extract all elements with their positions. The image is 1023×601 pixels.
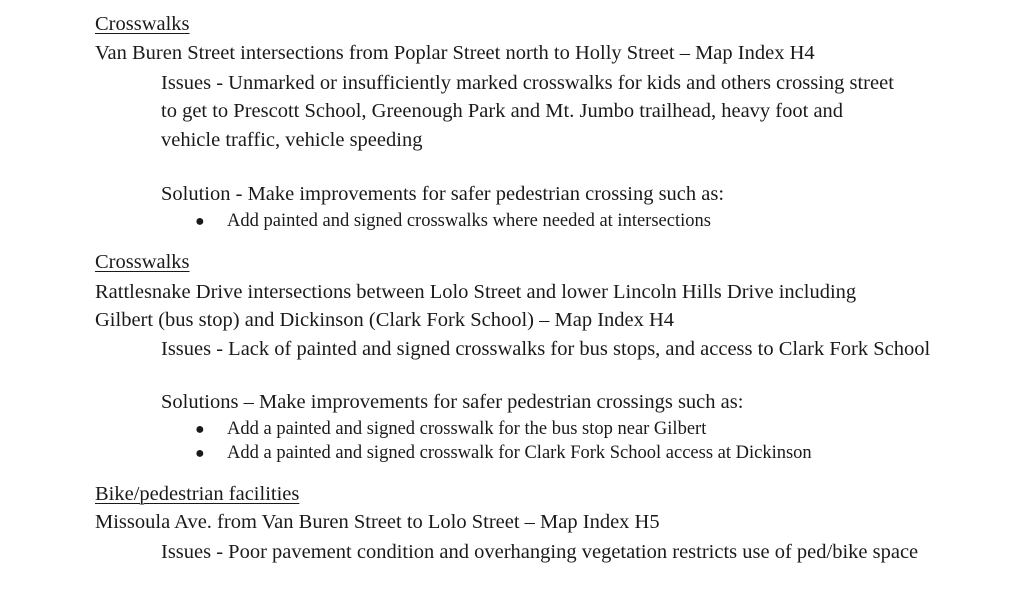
- section-heading: Crosswalks: [95, 13, 190, 35]
- bullet-item: [195, 442, 812, 465]
- issues-line: Issues - Lack of painted and signed crosswalks for bus stops, and access to Clark Fork School: [161, 338, 931, 360]
- bullet-glyph: ●: [195, 421, 205, 438]
- location-line: Rattlesnake Drive intersections between Lolo Street and lower Lincoln Hills Drive including: [95, 281, 857, 303]
- bullet-text: Add a painted and signed crosswalk for Clark Fork School access at Dickinson: [227, 443, 812, 463]
- bullet-text: Add a painted and signed crosswalk for the bus stop near Gilbert: [227, 419, 707, 439]
- issues-line: to get to Prescott School, Greenough Park and Mt. Jumbo trailhead, heavy foot and: [161, 100, 844, 122]
- issues-line: Issues - Poor pavement condition and overhanging vegetation restricts use of ped/bike space: [161, 541, 919, 563]
- section-heading: Crosswalks: [95, 251, 190, 273]
- issues-line: Issues - Unmarked or insufficiently marked crosswalks for kids and others crossing street: [161, 72, 894, 94]
- bullet-item: [195, 210, 711, 233]
- bullet-item: [195, 418, 706, 441]
- bullet-text: Add painted and signed crosswalks where needed at intersections: [227, 211, 711, 231]
- solution-intro: Solution - Make improvements for safer pedestrian crossing such as:: [161, 183, 725, 205]
- location-line: Missoula Ave. from Van Buren Street to Lolo Street – Map Index H5: [95, 511, 660, 533]
- section-heading: Bike/pedestrian facilities: [95, 483, 300, 505]
- bullet-glyph: ●: [195, 445, 205, 462]
- location-line: Gilbert (bus stop) and Dickinson (Clark Fork School) – Map Index H4: [95, 309, 675, 331]
- solution-intro: Solutions – Make improvements for safer pedestrian crossings such as:: [161, 391, 744, 413]
- location-line: Van Buren Street intersections from Poplar Street north to Holly Street – Map Index H4: [95, 42, 815, 64]
- bullet-glyph: ●: [195, 213, 205, 230]
- issues-line: vehicle traffic, vehicle speeding: [161, 129, 423, 151]
